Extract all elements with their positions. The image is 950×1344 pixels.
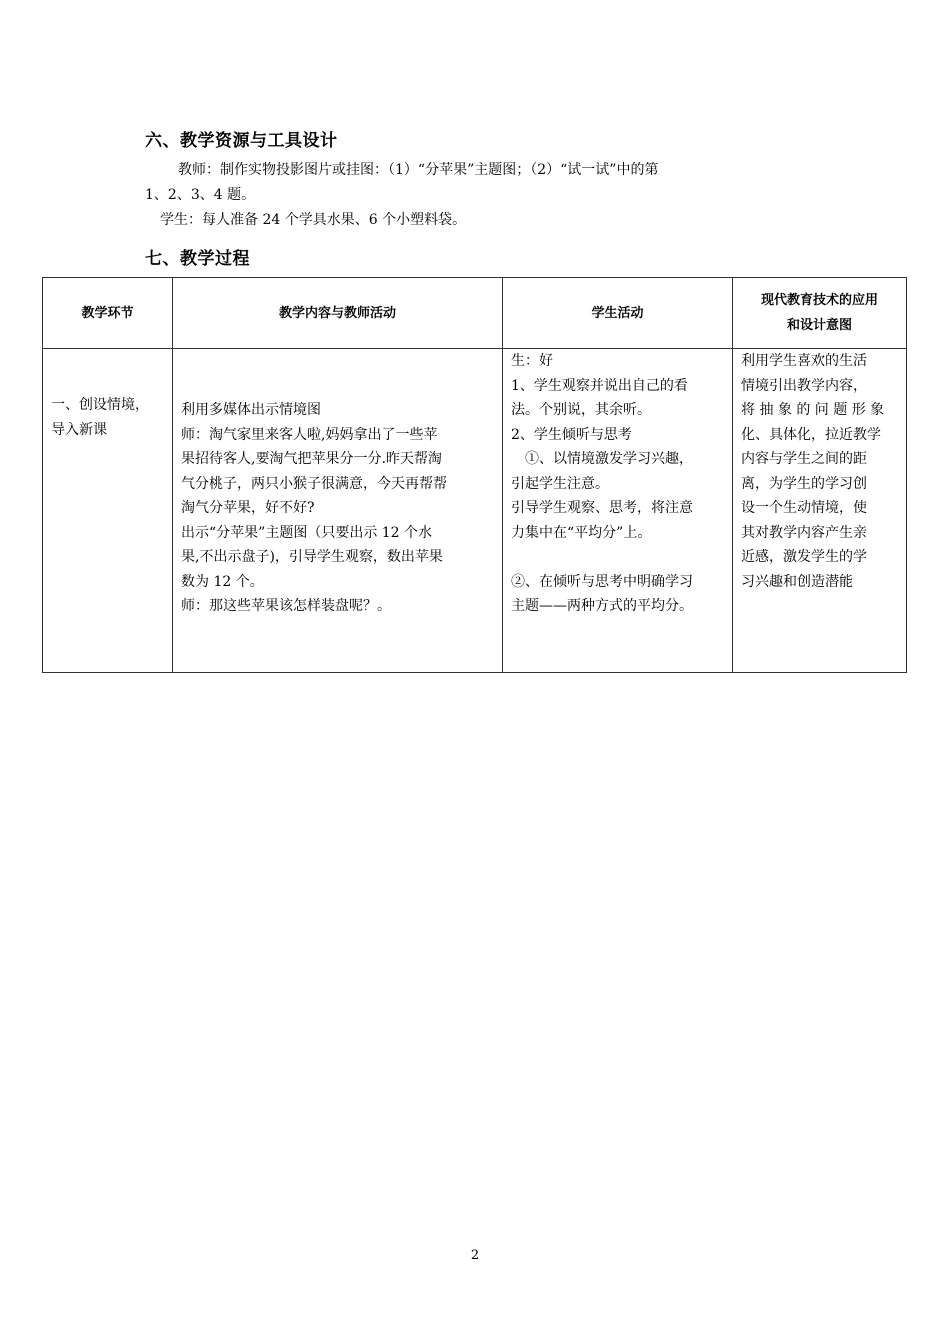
header-student-activity: 学生活动 [503,278,733,349]
section6-title: 六、教学资源与工具设计 [145,131,338,151]
student-line: 1、学生观察并说出自己的看 [511,377,688,394]
design-intent-cell [733,349,907,673]
teacher-line: 师：淘气家里来客人啦,妈妈拿出了一些苹 [181,426,438,443]
design-line: 情境引出教学内容， [741,377,867,394]
teacher-line: 淘气分苹果，好不好? [181,500,315,516]
design-line: 习兴趣和创造潜能 [741,573,853,590]
teacher-resources-line2: 1、2、3、4 题。 [145,187,256,203]
teacher-line: 气分桃子，两只小猴子很满意，今天再帮帮 [181,475,447,492]
teacher-resources-line1: 教师：制作实物投影图片或挂图：（1）“分苹果”主题图；（2）“试一试”中的第 [178,162,659,178]
design-line: 设一个生动情境，使 [741,500,867,516]
header-design-intent [733,278,907,349]
student-resources-line: 学生：每人准备 24 个学具水果、6 个小塑料袋。 [160,212,467,228]
teacher-line: 果招待客人,要淘气把苹果分一分.昨天帮淘 [181,451,442,467]
design-line: 利用学生喜欢的生活 [741,353,867,369]
student-line: 生：好 [511,353,553,369]
table-header-row [43,278,907,349]
design-line: 离，为学生的学习创 [741,475,867,492]
table-row [43,349,907,673]
student-line: 力集中在“平均分”上。 [511,524,652,541]
stage-line: 一、创设情境， [51,397,149,413]
student-line: ①、以情境激发学习兴趣， [511,451,693,467]
teaching-process-table [42,277,907,673]
teacher-line: 利用多媒体出示情境图 [181,402,321,418]
design-line: 近感，激发学生的学 [741,549,867,565]
student-line: 引导学生观察、思考，将注意 [511,500,693,516]
header-design-intent-line1: 现代教育技术的应用 [760,293,878,308]
teacher-line: 数为 12 个。 [181,573,264,590]
stage-line: 导入新课 [51,421,107,438]
teacher-line: 出示“分苹果”主题图（只要出示 12 个水 [181,524,433,541]
student-activity-cell [503,349,733,673]
student-line: 2、学生倾听与思考 [511,426,632,443]
teacher-line: 果,不出示盘子)，引导学生观察，数出苹果 [181,549,443,565]
header-design-intent-line2: 和设计意图 [786,318,852,333]
student-line: 引起学生注意。 [511,475,609,492]
header-stage: 教学环节 [43,278,173,349]
stage-cell [43,349,173,673]
design-line: 其对教学内容产生亲 [741,524,867,541]
section7-title: 七、教学过程 [145,249,250,269]
blank-line [511,545,724,570]
teacher-activity-cell [173,349,503,673]
student-line: 法。个别说，其余听。 [511,402,651,418]
design-line: 将 抽 象 的 问 题 形 象 [741,402,885,418]
design-line: 化、具体化，拉近教学 [741,426,881,443]
page-number: 2 [470,1248,480,1263]
header-teacher-activity: 教学内容与教师活动 [173,278,503,349]
student-line: ②、在倾听与思考中明确学习 [511,573,693,590]
design-line: 内容与学生之间的距 [741,451,867,467]
student-line: 主题——两种方式的平均分。 [511,598,693,614]
teacher-line: 师：那这些苹果该怎样装盘呢？。 [181,598,391,614]
